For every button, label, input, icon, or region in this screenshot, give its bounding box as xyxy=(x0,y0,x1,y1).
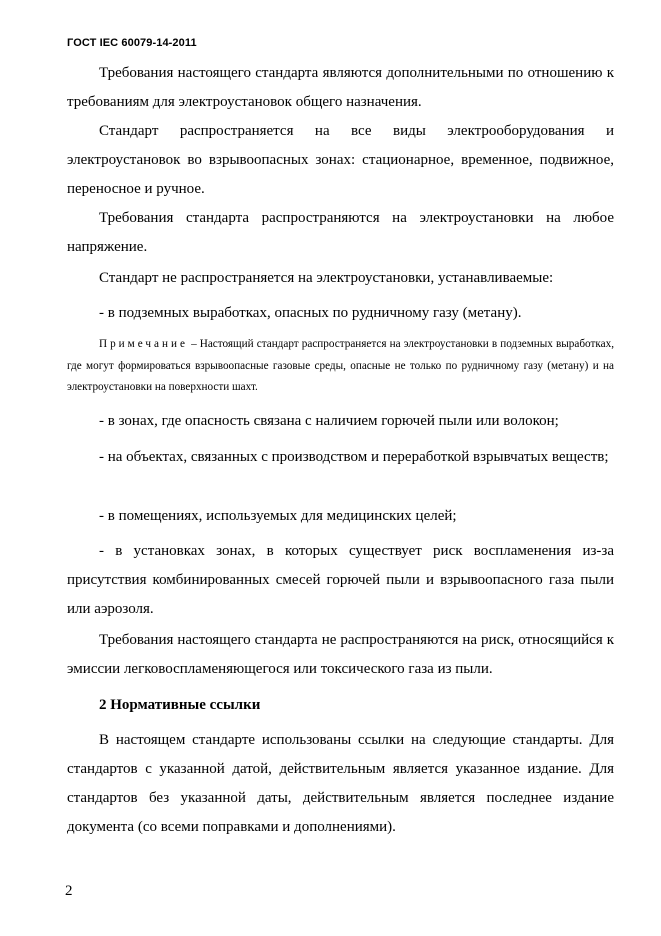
paragraph-scope-additional: Требования настоящего стандарта являются дополнительными по отношению к требованиям для электроустановок общего назначения. xyxy=(67,65,614,110)
paragraph-scope-equipment: Стандарт распространяется на все виды электрооборудования и электроустановок во взрывоопасных зонах: стационарное, временное, подвижное, переносное и ручное. xyxy=(67,123,614,197)
list-item-dust: - в зонах, где опасность связана с наличием горючей пыли или волокон; xyxy=(99,413,559,429)
page-number: 2 xyxy=(65,883,73,899)
section-title: 2 Нормативные ссылки xyxy=(99,697,261,713)
note-dash: – xyxy=(187,338,200,350)
paragraph-exclusions-intro: Стандарт не распространяется на электроустановки, устанавливаемые: xyxy=(99,270,554,286)
note-block xyxy=(67,334,614,399)
list-item-explosives: - на объектах, связанных с производством и переработкой взрывчатых веществ; xyxy=(99,449,609,465)
note-text: Настоящий стандарт распространяется на электроустановки в подземных выработках, где могут формироваться взрывоопасные газовые среды, опасные не только по рудничному газу (метану) и на электроустановки на поверхности шахт. xyxy=(67,338,614,393)
list-item-medical: - в помещениях, используемых для медицинских целей; xyxy=(99,508,457,524)
paragraph-toxic-gas: Требования настоящего стандарта не распространяются на риск, относящийся к эмиссии легковоспламеняющегося или токсического газа из пыли. xyxy=(67,632,614,677)
note-label: Примечание xyxy=(99,338,188,350)
paragraph-normative-references: В настоящем стандарте использованы ссылки на следующие стандарты. Для стандартов с указанной датой, действительным является указанное издание. Для стандартов без указанной даты, действительным является последнее издание документа (со всеми поправками и дополнениями). xyxy=(67,732,614,835)
paragraph-voltage: Требования стандарта распространяются на электроустановки на любое напряжение. xyxy=(67,210,614,255)
list-item-underground: - в подземных выработках, опасных по рудничному газу (метану). xyxy=(99,305,522,321)
list-item-hybrid-mixtures: - в установках зонах, в которых существует риск воспламенения из-за присутствия комбинированных смесей горючей пыли и взрывоопасного газа пыли или аэрозоля. xyxy=(67,543,614,617)
document-header-code: ГОСТ IEC 60079-14-2011 xyxy=(67,37,197,49)
